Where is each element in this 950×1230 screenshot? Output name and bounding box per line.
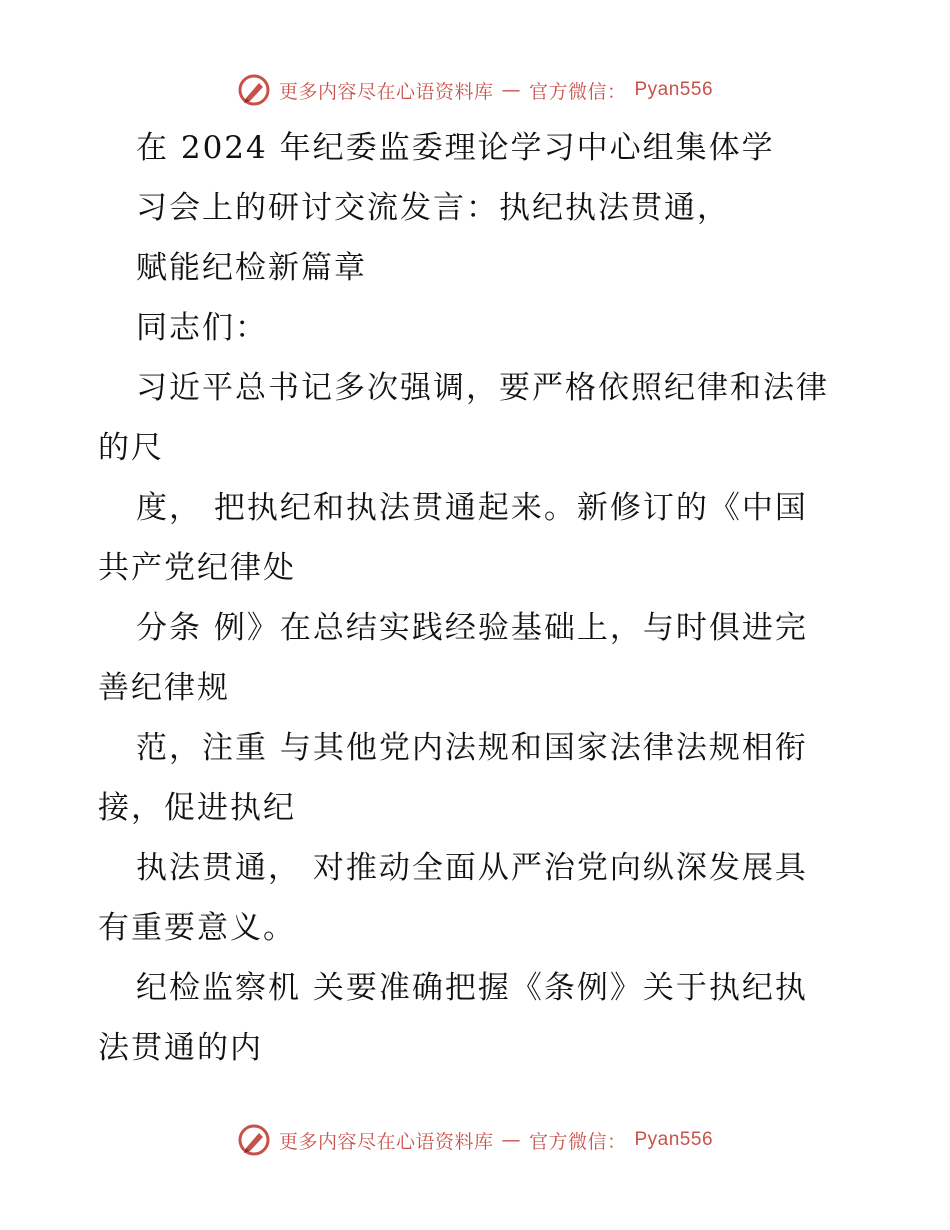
footer-watermark-banner — [0, 1120, 950, 1160]
paragraph-line: 习近平总书记多次强调，要严格依照纪律和法律 — [136, 370, 829, 406]
paragraph-line: 执法贯通， 对推动全面从严治党向纵深发展具 — [136, 850, 808, 886]
paragraph-line: 纪检监察机 关要准确把握《条例》关于执纪执 — [136, 970, 808, 1006]
header-watermark-banner — [0, 70, 950, 110]
title-line-2: 习会上的研讨交流发言：执纪执法贯通， — [136, 190, 730, 226]
pen-logo-icon — [237, 73, 271, 107]
banner-separator: — — [501, 79, 521, 101]
salutation: 同志们： — [136, 310, 268, 346]
banner-brand-text: 更多内容尽在心语资料库 — [278, 80, 494, 103]
paragraph-line: 有重要意义。 — [98, 910, 296, 946]
document-body — [98, 118, 858, 1078]
banner-separator: — — [501, 1129, 521, 1151]
paragraph-line: 范，注重 与其他党内法规和国家法律法规相衔 — [136, 730, 808, 766]
paragraph-line: 善纪律规 — [98, 670, 230, 706]
pen-logo-icon — [237, 1123, 271, 1157]
paragraph-line: 的尺 — [98, 430, 164, 466]
banner-contact-label: 官方微信： — [528, 80, 627, 103]
banner-brand-text: 更多内容尽在心语资料库 — [278, 1130, 494, 1153]
paragraph-line: 度， 把执纪和执法贯通起来。新修订的《中国 — [136, 490, 808, 526]
title-line-1: 在 2024 年纪委监委理论学习中心组集体学 — [136, 130, 775, 166]
banner-contact-label: 官方微信： — [528, 1130, 627, 1153]
banner-wechat-handle: Pyan556 — [634, 1129, 714, 1150]
paragraph-line: 接，促进执纪 — [98, 790, 296, 826]
banner-wechat-handle: Pyan556 — [634, 79, 714, 100]
title-line-3: 赋能纪检新篇章 — [136, 250, 367, 286]
paragraph-line: 分条 例》在总结实践经验基础上，与时俱进完 — [136, 610, 808, 646]
paragraph-line: 法贯通的内 — [98, 1030, 263, 1066]
paragraph-line: 共产党纪律处 — [98, 550, 296, 586]
